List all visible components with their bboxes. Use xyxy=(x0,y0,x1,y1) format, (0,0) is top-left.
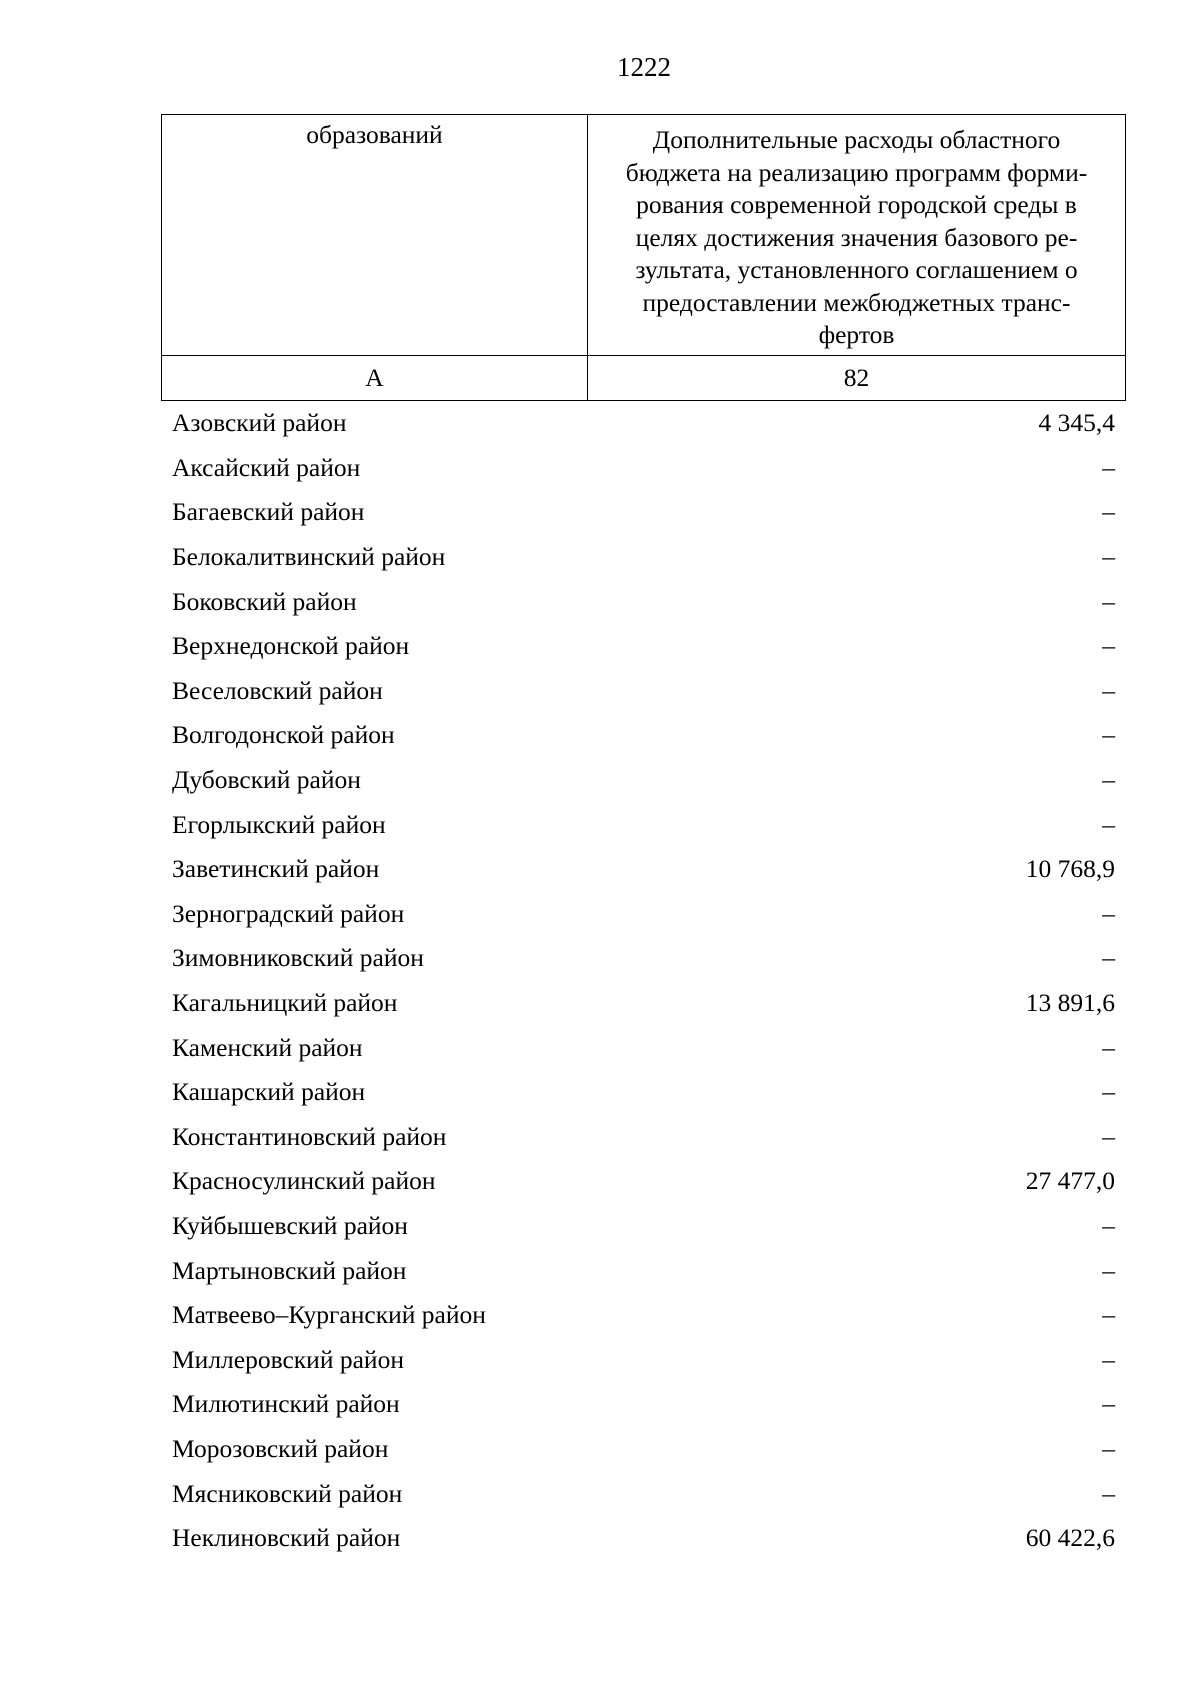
district-name: Кашарский район xyxy=(172,1077,366,1107)
expense-value: – xyxy=(1102,1478,1115,1508)
district-name: Аксайский район xyxy=(172,452,361,482)
table-row xyxy=(172,490,1115,535)
district-name: Кагальницкий район xyxy=(172,988,398,1018)
table-row xyxy=(172,936,1115,981)
district-name: Белокалитвинский район xyxy=(172,542,446,572)
table-row xyxy=(172,669,1115,714)
table-row xyxy=(172,1471,1115,1516)
expense-value: – xyxy=(1102,1255,1115,1285)
district-list xyxy=(172,401,1115,1560)
expense-value: – xyxy=(1102,809,1115,839)
table-row xyxy=(172,401,1115,446)
expense-value: – xyxy=(1102,1433,1115,1463)
table-row xyxy=(172,624,1115,669)
table-row xyxy=(172,1337,1115,1382)
district-name: Азовский район xyxy=(172,408,347,438)
expense-value: – xyxy=(1102,1344,1115,1374)
expense-value: – xyxy=(1102,1032,1115,1062)
district-name: Веселовский район xyxy=(172,675,383,705)
expense-value: 60 422,6 xyxy=(1025,1523,1115,1553)
column-b-index: 82 xyxy=(588,356,1126,401)
table-row xyxy=(172,1025,1115,1070)
district-name: Константиновский район xyxy=(172,1121,447,1151)
district-name: Матвеево–Курганский район xyxy=(172,1300,486,1330)
district-name: Заветинский район xyxy=(172,854,380,884)
column-b-header-line: рования современной городской среды в xyxy=(636,190,1077,219)
table-row xyxy=(172,847,1115,892)
table-row xyxy=(172,1293,1115,1338)
expense-value: – xyxy=(1102,1210,1115,1240)
table-row xyxy=(172,1382,1115,1427)
column-b-header-line: зультата, установленного соглашением о xyxy=(635,255,1078,284)
column-a-header xyxy=(162,115,588,356)
district-name: Верхнедонской район xyxy=(172,631,410,661)
table-row xyxy=(172,1427,1115,1472)
district-name: Морозовский район xyxy=(172,1433,389,1463)
table-row xyxy=(172,1159,1115,1204)
column-index-row xyxy=(162,356,1126,401)
table-row xyxy=(172,892,1115,937)
district-name: Каменский район xyxy=(172,1032,363,1062)
district-name: Куйбышевский район xyxy=(172,1210,408,1240)
table-row xyxy=(172,535,1115,580)
district-name: Зимовниковский район xyxy=(172,943,424,973)
expense-value: – xyxy=(1102,1300,1115,1330)
table-row xyxy=(172,758,1115,803)
district-name: Красносулинский район xyxy=(172,1166,436,1196)
column-b-header-line: предоставлении межбюджетных транс- xyxy=(642,287,1071,317)
expense-value: 13 891,6 xyxy=(1025,988,1115,1018)
expense-value: – xyxy=(1102,765,1115,795)
expense-value: – xyxy=(1102,720,1115,750)
table-row xyxy=(172,981,1115,1026)
table-row xyxy=(172,1070,1115,1115)
expense-value: – xyxy=(1102,675,1115,705)
table-row xyxy=(172,1248,1115,1293)
column-b-header-line: бюджета на реализацию программ форми- xyxy=(625,157,1088,187)
expense-value: – xyxy=(1102,1121,1115,1151)
expense-value: – xyxy=(1102,497,1115,527)
table-row xyxy=(172,1516,1115,1561)
district-name: Мартыновский район xyxy=(172,1255,407,1285)
column-b-header-line: Дополнительные расходы областного xyxy=(652,125,1061,154)
table-header-row xyxy=(162,115,1126,356)
table-row xyxy=(172,713,1115,758)
district-name: Боковский район xyxy=(172,586,357,616)
column-a-index: А xyxy=(162,356,588,401)
column-b-header-line: целях достижения значения базового ре- xyxy=(635,222,1078,252)
expense-value: 27 477,0 xyxy=(1025,1166,1115,1196)
district-name: Зерноградский район xyxy=(172,898,405,928)
district-name: Дубовский район xyxy=(172,765,361,795)
expense-value: – xyxy=(1102,631,1115,661)
page-number: 1222 xyxy=(617,52,671,82)
table-row xyxy=(172,579,1115,624)
expense-value: – xyxy=(1102,452,1115,482)
district-name: Волгодонской район xyxy=(172,720,395,750)
expense-value: 4 345,4 xyxy=(1038,408,1115,438)
district-name: Мясниковский район xyxy=(172,1478,403,1508)
district-name: Миллеровский район xyxy=(172,1344,404,1374)
expense-value: – xyxy=(1102,1077,1115,1107)
expense-value: – xyxy=(1102,542,1115,572)
table-row xyxy=(172,1115,1115,1160)
column-b-header-text xyxy=(588,115,1125,352)
table-row xyxy=(172,1204,1115,1249)
district-name: Неклиновский район xyxy=(172,1523,401,1553)
district-name: Багаевский район xyxy=(172,497,365,527)
district-name: Милютинский район xyxy=(172,1389,400,1419)
table-row xyxy=(172,802,1115,847)
expense-value: – xyxy=(1102,1389,1115,1419)
expense-value: – xyxy=(1102,898,1115,928)
expense-value: – xyxy=(1102,586,1115,616)
table-header xyxy=(161,114,1126,401)
column-a-header-text: образований xyxy=(306,120,443,149)
column-b-header xyxy=(588,115,1126,356)
expense-value: – xyxy=(1102,943,1115,973)
column-b-header-line: фертов xyxy=(818,320,895,349)
expense-value: 10 768,9 xyxy=(1025,854,1115,884)
table-row xyxy=(172,446,1115,491)
district-name: Егорлыкский район xyxy=(172,809,386,839)
